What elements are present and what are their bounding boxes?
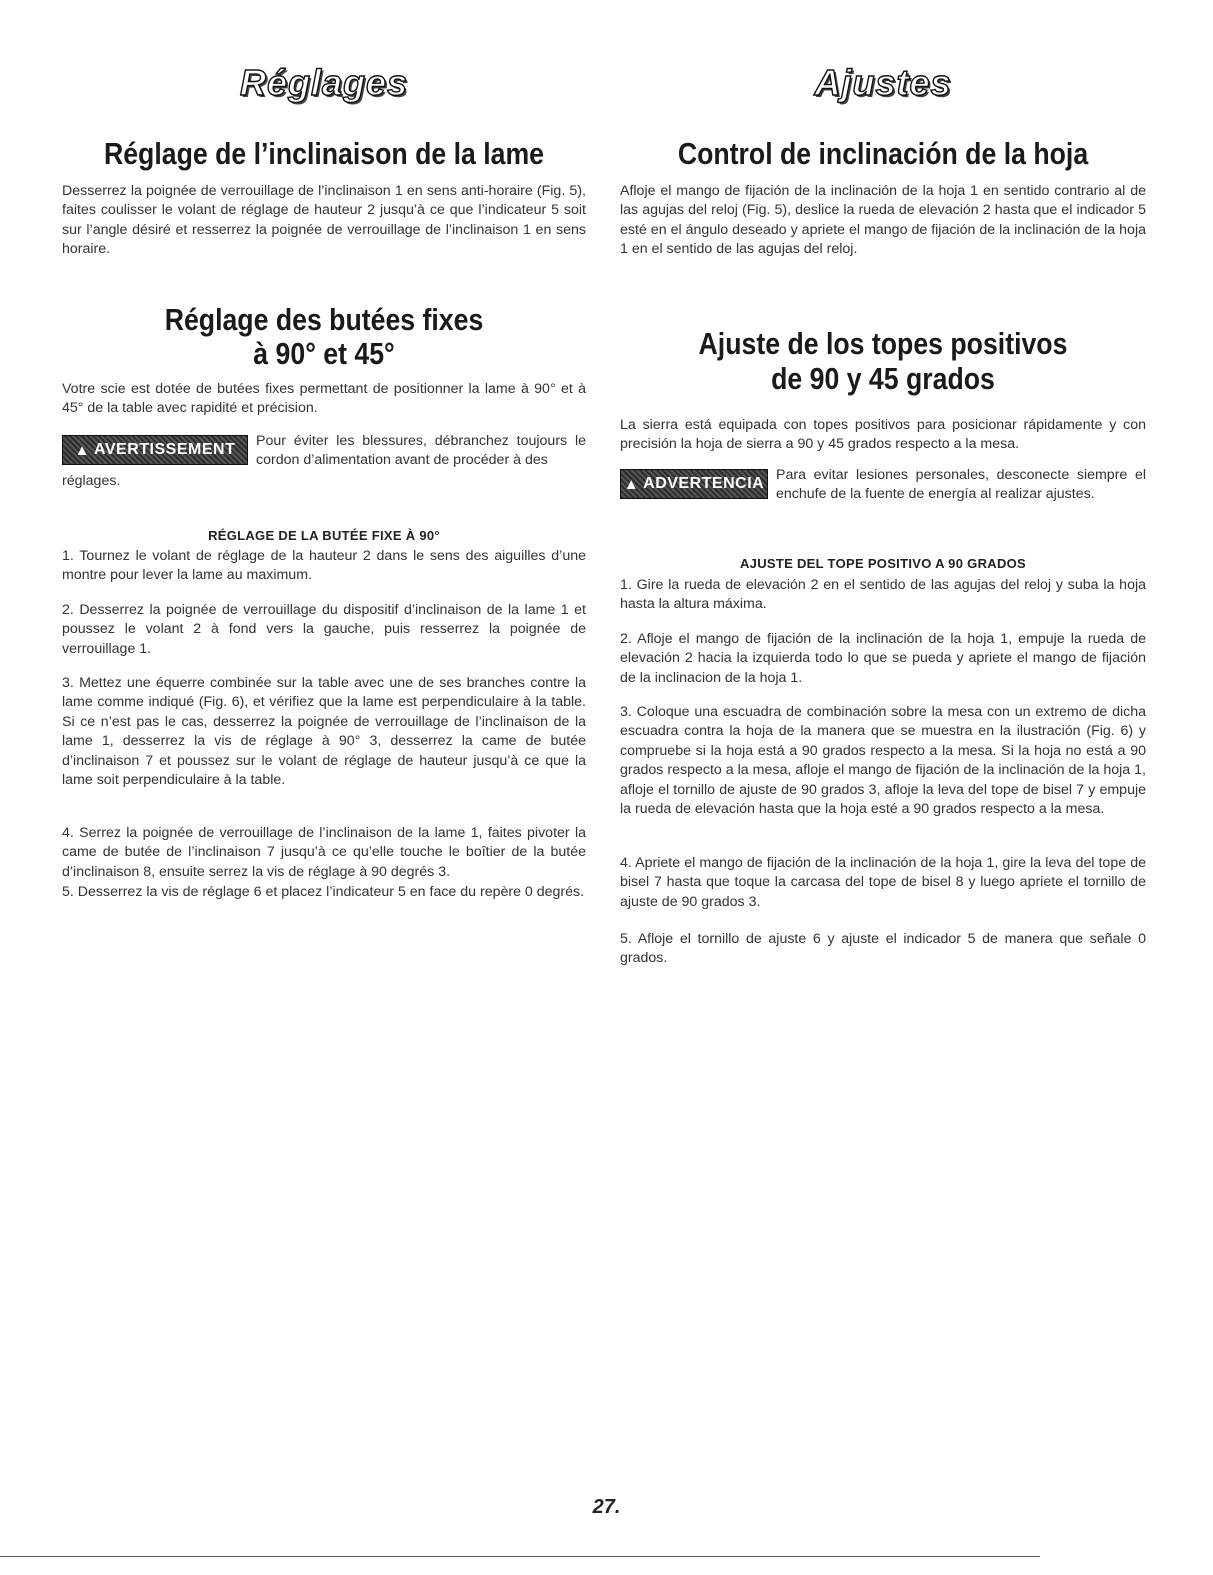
- step-5-fr: 5. Desserrez la vis de réglage 6 et placez l’indicateur 5 en face du repère 0 degrés.: [62, 884, 585, 900]
- step-4-fr: 4. Serrez la poignée de verrouillage de l’inclinaison de la lame 1, faites pivoter la came de butée de l’inclinaison 7 jusqu’à ce qu’elle touche le boîtier de la butée d’inclinaison 8, ensuite serrez la vis de réglage à 90 degrés 3.: [62, 825, 586, 880]
- step-2-es: 2. Afloje el mango de fijación de la inclinación de la hoja 1, empuje la rueda de elevación 2 hacia la izquierda todo lo que se pueda y apriete el mango de fijación de la inclinacion de la hoja 1.: [620, 631, 1146, 686]
- warning-badge-es: [620, 469, 768, 499]
- step-4-es: 4. Apriete el mango de fijación de la inclinación de la hoja 1, gire la leva del tope de bisel 7 hasta que toque la carcasa del tope de bisel 8 y luego apriete el tornillo de ajuste de 90 grados 3.: [620, 855, 1146, 910]
- heading-blade-tilt-fr: Réglage de l’inclinaison de la lame: [103, 136, 545, 171]
- warning-box-fr: [62, 432, 586, 496]
- warning-badge-fr: [62, 435, 248, 465]
- paragraph-blade-tilt-es: Afloje el mango de fijación de la inclinación de la hoja 1 en sentido contrario al de las agujas del reloj (Fig. 5), deslice la rueda de elevación 2 hasta que el indicador 5 esté en el ángulo deseado y apriete el mango de fijación de la inclinación de la hoja 1 en el sentido de las agujas del reloj.: [620, 183, 1146, 258]
- warning-box-es: [620, 466, 1146, 514]
- warning-triangle-icon: ▲: [623, 475, 640, 493]
- subheading-es: AJUSTE DEL TOPE POSITIVO A 90 GRADOS: [739, 556, 1027, 571]
- subheading-fr: RÉGLAGE DE LA BUTÉE FIXE À 90°: [208, 528, 440, 543]
- footer-rule: [0, 1556, 1040, 1557]
- step-5-es: 5. Afloje el tornillo de ajuste 6 y ajuste el indicador 5 de manera que señale 0 grados.: [620, 931, 1146, 967]
- paragraph-blade-tilt-fr: Desserrez la poignée de verrouillage de l’inclinaison 1 en sens anti-horaire (Fig. 5), faites coulisser le volant de réglage de hauteur 2 jusqu’à ce que l’indicateur 5 soit sur l’angle désiré et resserrez la poignée de verrouillage de l’inclinaison 1 en sens horaire.: [62, 183, 586, 258]
- warning-badge-label-es: ADVERTENCIA: [643, 475, 765, 492]
- page-number: 27.: [592, 1496, 621, 1518]
- paragraph-positive-stops-fr: Votre scie est dotée de butées fixes permettant de positionner la lame à 90° et à 45° de la table avec rapidité et précision.: [62, 381, 586, 417]
- heading-positive-stops-fr-line2: à 90° et 45°: [253, 336, 395, 371]
- warning-badge-label-fr: AVERTISSEMENT: [94, 441, 236, 458]
- heading-positive-stops-es-line1: Ajuste de los topes positivos: [698, 326, 1068, 361]
- step-1-fr: 1. Tournez le volant de réglage de la hauteur 2 dans le sens des aiguilles d’une montre pour lever la lame au maximum.: [62, 548, 586, 584]
- warning-text-es: Para evitar lesiones personales, desconecte siempre el enchufe de la fuente de energía al realizar ajustes.: [776, 467, 1146, 503]
- heading-positive-stops-fr-line1: Réglage des butées fixes: [164, 302, 484, 337]
- section-title-ajustes: Ajustes: [814, 62, 952, 103]
- step-1-es: 1. Gire la rueda de elevación 2 en el sentido de las agujas del reloj y suba la hoja hasta la altura máxima.: [620, 577, 1146, 613]
- step-3-fr: 3. Mettez une équerre combinée sur la table avec une de ses branches contre la lame comme indiqué (Fig. 6), et vérifiez que la lame est perpendiculaire à la table. Si ce n’est pas le cas, desserrez la poignée de verrouillage de l’inclinaison de la lame 1, desserrez la vis de réglage à 90° 3, desserrez la came de butée d’inclinaison 7 et poussez sur le volant de réglage de hauteur jusqu’à ce que la lame soit perpendiculaire à la table.: [62, 675, 586, 789]
- warning-tail-fr: réglages.: [62, 473, 121, 489]
- section-title-reglages: Réglages: [239, 62, 409, 103]
- heading-positive-stops-es-line2: de 90 y 45 grados: [771, 361, 995, 396]
- warning-text-fr: Pour éviter les blessures, débranchez toujours le cordon d’alimentation avant de procéder à des: [256, 433, 586, 469]
- paragraph-positive-stops-es: La sierra está equipada con topes positivos para posicionar rápidamente y con precisión la hoja de sierra a 90 y 45 grados respecto a la mesa.: [620, 417, 1146, 453]
- warning-triangle-icon: ▲: [74, 441, 91, 459]
- step-3-es: 3. Coloque una escuadra de combinación sobre la mesa con un extremo de dicha escuadra contra la hoja de la manera que se muestra en la ilustración (Fig. 6) y compruebe si la hoja está a 90 grados respecto a la mesa. Si la hoja no está a 90 grados respecto a la mesa, afloje el mango de fijación de la inclinación de la hoja 1, afloje el tornillo de ajuste de 90 grados 3, afloje la leva del tope de bisel 7 y empuje la rueda de elevación hasta que la hoja esté a 90 grados respecto a la mesa.: [620, 704, 1146, 818]
- heading-blade-tilt-es: Control de inclinación de la hoja: [677, 136, 1089, 171]
- step-2-fr: 2. Desserrez la poignée de verrouillage du dispositif d’inclinaison de la lame 1 et poussez le volant 2 à fond vers la gauche, puis resserrez la poignée de verrouillage 1.: [62, 602, 586, 657]
